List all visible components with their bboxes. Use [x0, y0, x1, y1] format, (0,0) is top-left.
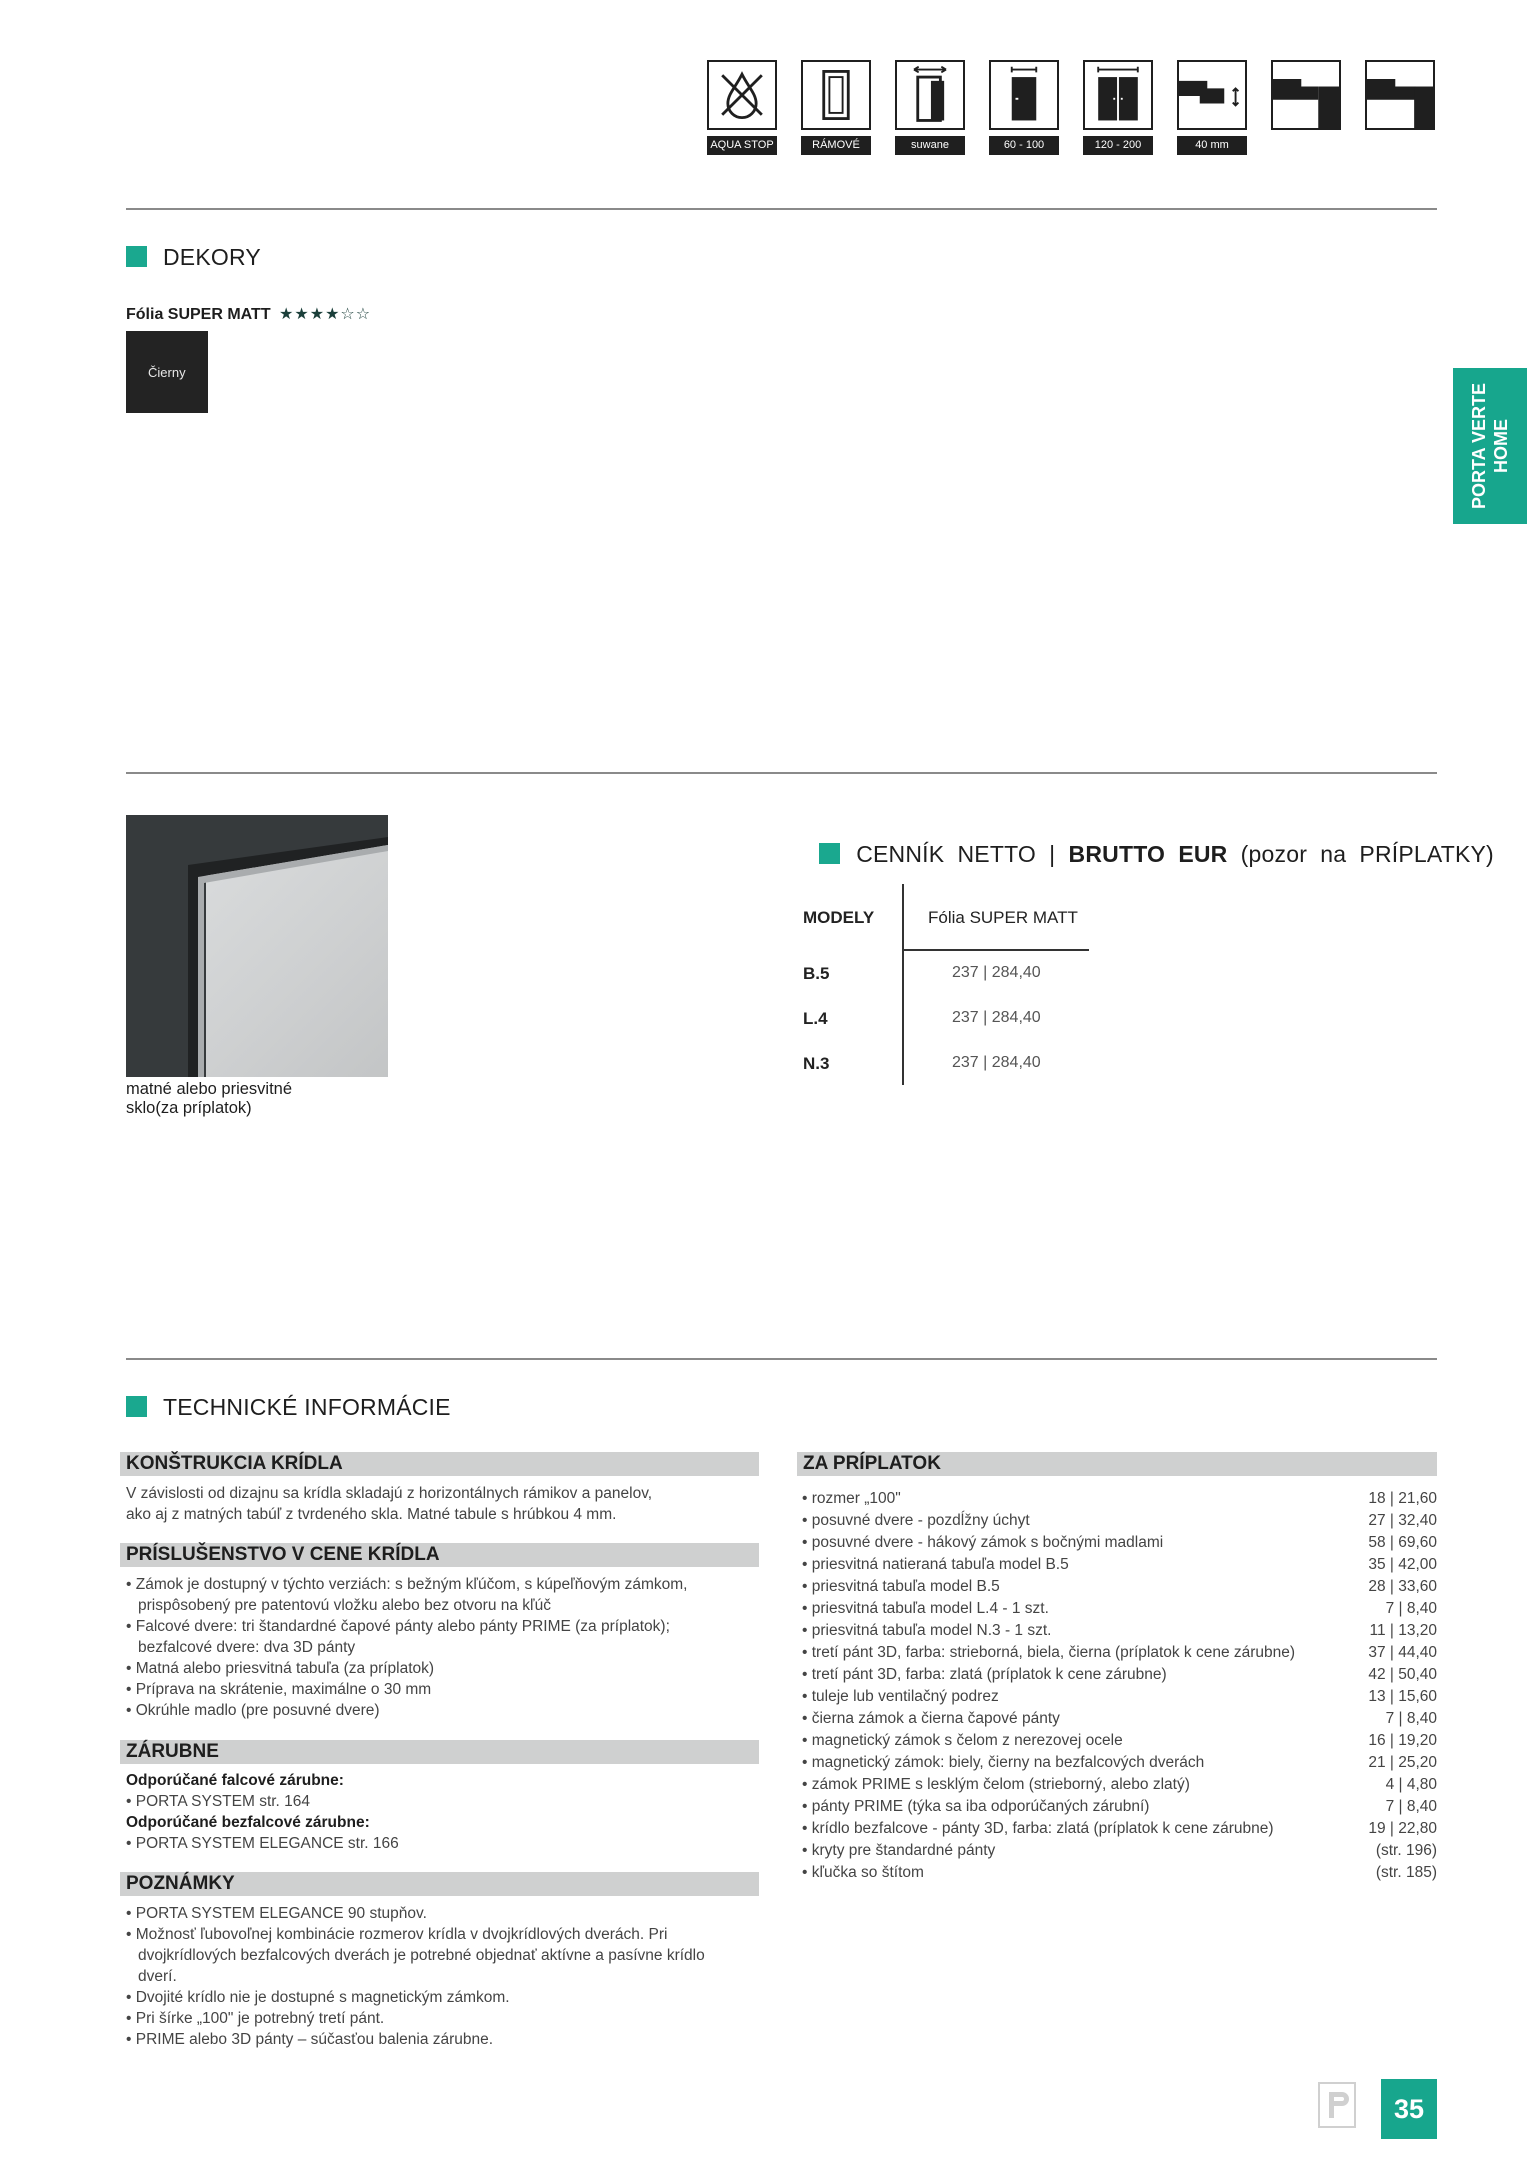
surcharge-row: [802, 1798, 1437, 1820]
pricing-heading: [806, 814, 1494, 868]
surcharge-price: 7 | 8,40: [1385, 1710, 1437, 1727]
surcharge-row: [802, 1512, 1437, 1534]
accessories-title: PRÍSLUŠENSTVO V CENE KRÍDLA: [126, 1544, 440, 1565]
surcharge-price: 58 | 69,60: [1368, 1534, 1437, 1551]
col-foil: Fólia SUPER MATT: [928, 908, 1078, 927]
glass-sample-image: [126, 815, 388, 1077]
surcharge-price: 16 | 19,20: [1368, 1732, 1437, 1749]
col-models: MODELY: [803, 908, 875, 927]
surcharge-price: 21 | 25,20: [1368, 1754, 1437, 1771]
frame-item: • PORTA SYSTEM ELEGANCE str. 166: [126, 1835, 399, 1852]
thickness-icon: [1177, 60, 1247, 130]
aqua-stop-icon: [707, 60, 777, 130]
surcharge-price: 11 | 13,20: [1369, 1622, 1437, 1639]
surcharge-price: 27 | 32,40: [1368, 1512, 1437, 1529]
icon-label: suwane: [895, 136, 965, 155]
foil-label-row: [126, 304, 371, 324]
table-header-rule: [902, 949, 1089, 951]
tech-heading-text: TECHNICKÉ INFORMÁCIE: [163, 1394, 451, 1420]
glass-caption-line2: sklo(za príplatok): [126, 1099, 252, 1117]
side-tab: [1453, 368, 1527, 524]
surcharge-row: [802, 1622, 1437, 1644]
surcharge-row: [802, 1754, 1437, 1776]
list-item: • Dvojité krídlo nie je dostupné s magnetickým zámkom.: [126, 1989, 510, 2006]
dekory-heading-text: DEKORY: [163, 244, 261, 270]
frame-list: [126, 1770, 736, 1854]
icon-label: 40 mm: [1177, 136, 1247, 155]
surcharge-row: [802, 1534, 1437, 1556]
surcharge-row: [802, 1666, 1437, 1688]
accessories-list: [126, 1574, 736, 1721]
table-row-price: 237 | 284,40: [952, 964, 1041, 981]
surcharge-name: • magnetický zámok s čelom z nerezovej ocele: [802, 1732, 1123, 1749]
surcharge-row: [802, 1776, 1437, 1798]
side-tab-text: [1468, 383, 1512, 509]
frame-door-icon: [801, 60, 871, 130]
accessories-title-bar: [120, 1543, 759, 1567]
surcharge-price: 18 | 21,60: [1368, 1490, 1437, 1507]
surcharge-price: 13 | 15,60: [1368, 1688, 1437, 1705]
tech-heading: [126, 1394, 451, 1421]
rating-stars: ★★★★☆☆: [279, 306, 372, 323]
construction-line1: V závislosti od dizajnu sa krídla skladajú z horizontálnych rámikov a panelov,: [126, 1485, 653, 1502]
surcharge-row: [802, 1842, 1437, 1864]
surcharge-name: • tretí pánt 3D, farba: zlatá (príplatok k cene zárubne): [802, 1666, 1167, 1683]
section-divider: [126, 208, 1437, 210]
surcharge-title-bar: [797, 1452, 1437, 1476]
surcharge-row: [802, 1688, 1437, 1710]
section-divider: [126, 772, 1437, 774]
surcharge-row: [802, 1820, 1437, 1842]
section-divider: [126, 1358, 1437, 1360]
notes-title: POZNÁMKY: [126, 1873, 235, 1894]
icon-label: RÁMOVÉ: [801, 136, 871, 155]
surcharge-row: [802, 1644, 1437, 1666]
surcharge-name: • krídlo bezfalcove - pánty 3D, farba: zlatá (príplatok k cene zárubne): [802, 1820, 1274, 1837]
surcharge-price: 4 | 4,80: [1385, 1776, 1437, 1793]
surcharge-price: 35 | 42,00: [1368, 1556, 1437, 1573]
rebated-edge-icon: [1271, 60, 1341, 130]
section-marker-icon: [126, 246, 147, 267]
list-item: • Okrúhle madlo (pre posuvné dvere): [126, 1702, 380, 1719]
swatch-label: Čierny: [148, 365, 186, 380]
surcharge-name: • posuvné dvere - pozdĺžny úchyt: [802, 1512, 1030, 1529]
surcharge-row: [802, 1600, 1437, 1622]
side-tab-line2: HOME: [1491, 419, 1511, 474]
table-vertical-rule: [902, 884, 904, 1085]
glass-caption: [126, 1080, 292, 1118]
surcharge-name: • magnetický zámok: biely, čierny na bezfalcových dverách: [802, 1754, 1205, 1771]
list-item: • PORTA SYSTEM ELEGANCE 90 stupňov.: [126, 1905, 427, 1922]
list-item: • PRIME alebo 3D pánty – súčasťou balenia zárubne.: [126, 2031, 494, 2048]
surcharge-name: • tretí pánt 3D, farba: strieborná, biela, čierna (príplatok k cene zárubne): [802, 1644, 1296, 1661]
surcharge-name: • tuleje lub ventilačný podrez: [802, 1688, 999, 1705]
page-number: 35: [1381, 2079, 1437, 2139]
table-row-model: N.3: [803, 1054, 830, 1073]
glass-caption-line1: matné alebo priesvitné: [126, 1080, 293, 1098]
table-row-price: 237 | 284,40: [952, 1054, 1041, 1071]
surcharge-name: • priesvitná tabuľa model N.3 - 1 szt.: [802, 1622, 1052, 1639]
decor-swatch-black[interactable]: [126, 331, 208, 413]
frame-item: • PORTA SYSTEM str. 164: [126, 1793, 311, 1810]
surcharge-price: 37 | 44,40: [1368, 1644, 1437, 1661]
icon-label: AQUA STOP: [707, 136, 777, 155]
frame-rec-falcove: Odporúčané falcové zárubne:: [126, 1772, 344, 1789]
notes-title-bar: [120, 1872, 759, 1896]
construction-title: KONŠTRUKCIA KRÍDLA: [126, 1453, 343, 1474]
frame-title-bar: [120, 1740, 759, 1764]
porta-logo-icon: [1318, 2082, 1356, 2128]
icon-label: 120 - 200: [1083, 136, 1153, 155]
surcharge-row: [802, 1490, 1437, 1512]
surcharge-name: • kľučka so štítom: [802, 1864, 924, 1881]
list-item: • Pri šírke „100" je potrebný tretí pánt.: [126, 2010, 385, 2027]
list-item: • Príprava na skrátenie, maximálne o 30 mm: [126, 1681, 432, 1698]
surcharge-price: 7 | 8,40: [1385, 1798, 1437, 1815]
surcharge-row: [802, 1556, 1437, 1578]
sliding-door-icon: [895, 60, 965, 130]
table-row-model: L.4: [803, 1009, 828, 1028]
construction-text: [126, 1483, 756, 1525]
surcharge-price: (str. 185): [1375, 1864, 1437, 1881]
surcharge-price: 42 | 50,40: [1368, 1666, 1437, 1683]
side-tab-line1: PORTA VERTE: [1469, 382, 1489, 510]
section-marker-icon: [126, 1396, 147, 1417]
notes-list: [126, 1903, 736, 2050]
surcharge-price: (str. 196): [1375, 1842, 1437, 1859]
surcharge-name: • čierna zámok a čierna čapové pánty: [802, 1710, 1060, 1727]
table-row-model: B.5: [803, 964, 830, 983]
dekory-heading: [126, 244, 261, 271]
frame-title: ZÁRUBNE: [126, 1741, 219, 1762]
list-item: • Možnosť ľubovoľnej kombinácie rozmerov krídla v dvojkrídlových dverách. Pri dvojkrídlových bezfalcových dverách je potrebné objednať aktívne a pasívne krídlo dverí.: [126, 1926, 705, 1985]
surcharge-row: [802, 1578, 1437, 1600]
surcharge-name: • pánty PRIME (týka sa iba odporúčaných zárubní): [802, 1798, 1150, 1815]
surcharge-row: [802, 1732, 1437, 1754]
surcharge-price: 19 | 22,80: [1368, 1820, 1437, 1837]
surcharge-name: • kryty pre štandardné pánty: [802, 1842, 996, 1859]
surcharge-list: [802, 1490, 1437, 1900]
surcharge-price: 7 | 8,40: [1385, 1600, 1437, 1617]
foil-label: Fólia SUPER MATT: [126, 306, 271, 323]
list-item: • Matná alebo priesvitná tabuľa (za príplatok): [126, 1660, 435, 1677]
construction-title-bar: [120, 1452, 759, 1476]
list-item: • Falcové dvere: tri štandardné čapové pánty alebo pánty PRIME (za príplatok); bezfalcové dvere: dva 3D pánty: [126, 1618, 670, 1656]
surcharge-title: ZA PRÍPLATOK: [803, 1453, 941, 1474]
single-door-width-icon: [989, 60, 1059, 130]
flush-edge-icon: [1365, 60, 1435, 130]
section-marker-icon: [819, 843, 840, 864]
pricing-heading-post: (pozor na PRÍPLATKY): [1227, 841, 1494, 867]
surcharge-name: • rozmer „100": [802, 1490, 901, 1507]
construction-line2: ako aj z matných tabúľ z tvrdeného skla. Matné tabule s hrúbkou 4 mm.: [126, 1506, 617, 1523]
icon-label: 60 - 100: [989, 136, 1059, 155]
surcharge-name: • posuvné dvere - hákový zámok s bočnými madlami: [802, 1534, 1164, 1551]
surcharge-row: [802, 1864, 1437, 1886]
surcharge-row: [802, 1710, 1437, 1732]
surcharge-name: • priesvitná natieraná tabuľa model B.5: [802, 1556, 1069, 1573]
frame-rec-bezfalcove: Odporúčané bezfalcové zárubne:: [126, 1814, 370, 1831]
double-door-width-icon: [1083, 60, 1153, 130]
list-item: • Zámok je dostupný v týchto verziách: s bežným kľúčom, s kúpeľňovým zámkom, prispôsobený pre patentovú vložku alebo bez otvoru na kľúč: [126, 1576, 688, 1614]
surcharge-name: • zámok PRIME s lesklým čelom (strieborný, alebo zlatý): [802, 1776, 1190, 1793]
surcharge-name: • priesvitná tabuľa model L.4 - 1 szt.: [802, 1600, 1049, 1617]
pricing-heading-bold: BRUTTO EUR: [1068, 841, 1228, 867]
table-row-price: 237 | 284,40: [952, 1009, 1041, 1026]
pricing-heading-pre: CENNÍK NETTO |: [856, 841, 1069, 867]
surcharge-price: 28 | 33,60: [1368, 1578, 1437, 1595]
surcharge-name: • priesvitná tabuľa model B.5: [802, 1578, 1000, 1595]
